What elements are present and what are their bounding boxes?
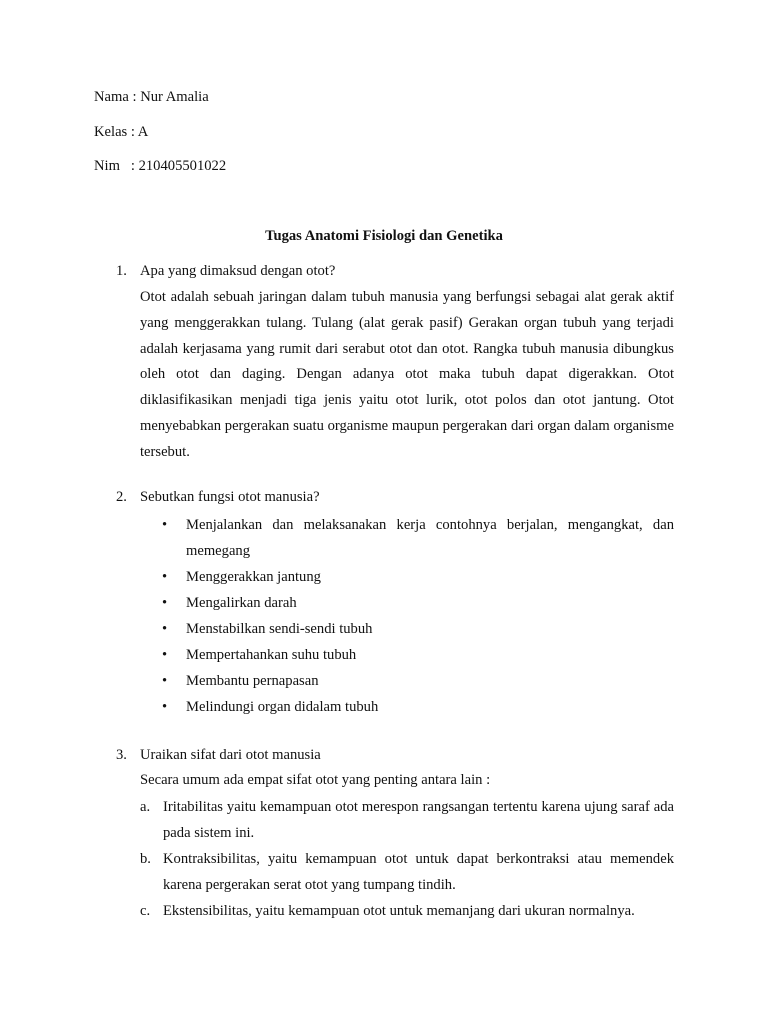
bullet-icon: •	[162, 647, 168, 663]
alpha-item	[140, 846, 674, 898]
bullet-item	[140, 590, 674, 616]
bullet-icon: •	[162, 621, 168, 637]
bullet-text: Membantu pernapasan	[186, 673, 319, 689]
bullet-text: Menstabilkan sendi-sendi tubuh	[186, 621, 373, 637]
bullet-text: Menjalankan dan melaksanakan kerja contohnya berjalan, mengangkat, dan memegang	[186, 517, 674, 559]
alpha-marker: a.	[140, 799, 151, 815]
question-2-number: 2.	[116, 489, 127, 505]
bullet-icon: •	[162, 673, 168, 689]
bullet-text: Mempertahankan suhu tubuh	[186, 647, 357, 663]
question-1-text: Apa yang dimaksud dengan otot?	[140, 263, 336, 279]
bullet-icon: •	[162, 595, 168, 611]
bullet-item	[140, 694, 674, 720]
bullet-text: Menggerakkan jantung	[186, 569, 321, 585]
bullet-item	[140, 642, 674, 668]
student-nim: Nim : 210405501022	[94, 158, 227, 174]
bullet-icon: •	[162, 699, 168, 715]
student-name: Nama : Nur Amalia	[94, 89, 209, 105]
bullet-item	[140, 564, 674, 590]
alpha-item	[140, 898, 674, 924]
bullet-text: Mengalirkan darah	[186, 595, 297, 611]
question-1-answer: Otot adalah sebuah jaringan dalam tubuh manusia yang berfungsi sebagai alat gerak aktif yang menggerakkan tulang. Tulang (alat gerak pasif) Gerakan organ tubuh yang terjadi adalah kerjasama yang rumit dari serabut otot dan otot. Rangka tubuh manusia dibungkus oleh otot dan daging. Dengan adanya otot maka tubuh dapat digerakkan. Otot diklasifikasikan menjadi tiga jenis yaitu otot lurik, otot polos dan otot jantung. Otot menyebabkan pergerakan suatu organisme maupun pergerakan dari organ dalam organisme tersebut.	[140, 289, 674, 460]
question-2-text: Sebutkan fungsi otot manusia?	[140, 489, 320, 505]
bullet-icon: •	[162, 517, 168, 533]
question-1-number: 1.	[116, 263, 127, 279]
alpha-text: Kontraksibilitas, yaitu kemampuan otot untuk dapat berkontraksi atau memendek karena pergerakan serat otot yang tumpang tindih.	[163, 851, 674, 893]
bullet-item	[140, 668, 674, 694]
alpha-item	[140, 794, 674, 846]
document-title: Tugas Anatomi Fisiologi dan Genetika	[265, 228, 503, 244]
alpha-text: Iritabilitas yaitu kemampuan otot merespon rangsangan tertentu karena ujung saraf ada pada sistem ini.	[163, 799, 674, 841]
alpha-text: Ekstensibilitas, yaitu kemampuan otot untuk memanjang dari ukuran normalnya.	[163, 903, 635, 919]
student-class: Kelas : A	[94, 124, 149, 140]
alpha-marker: b.	[140, 851, 151, 867]
question-3-intro: Secara umum ada empat sifat otot yang penting antara lain :	[140, 772, 491, 788]
bullet-item	[140, 616, 674, 642]
question-3-text: Uraikan sifat dari otot manusia	[140, 747, 321, 763]
alpha-marker: c.	[140, 903, 151, 919]
question-2-bullet-list	[140, 512, 674, 720]
question-3-number: 3.	[116, 747, 127, 763]
bullet-text: Melindungi organ didalam tubuh	[186, 699, 379, 715]
bullet-icon: •	[162, 569, 168, 585]
bullet-item	[140, 512, 674, 564]
question-3-alpha-list	[140, 794, 674, 924]
